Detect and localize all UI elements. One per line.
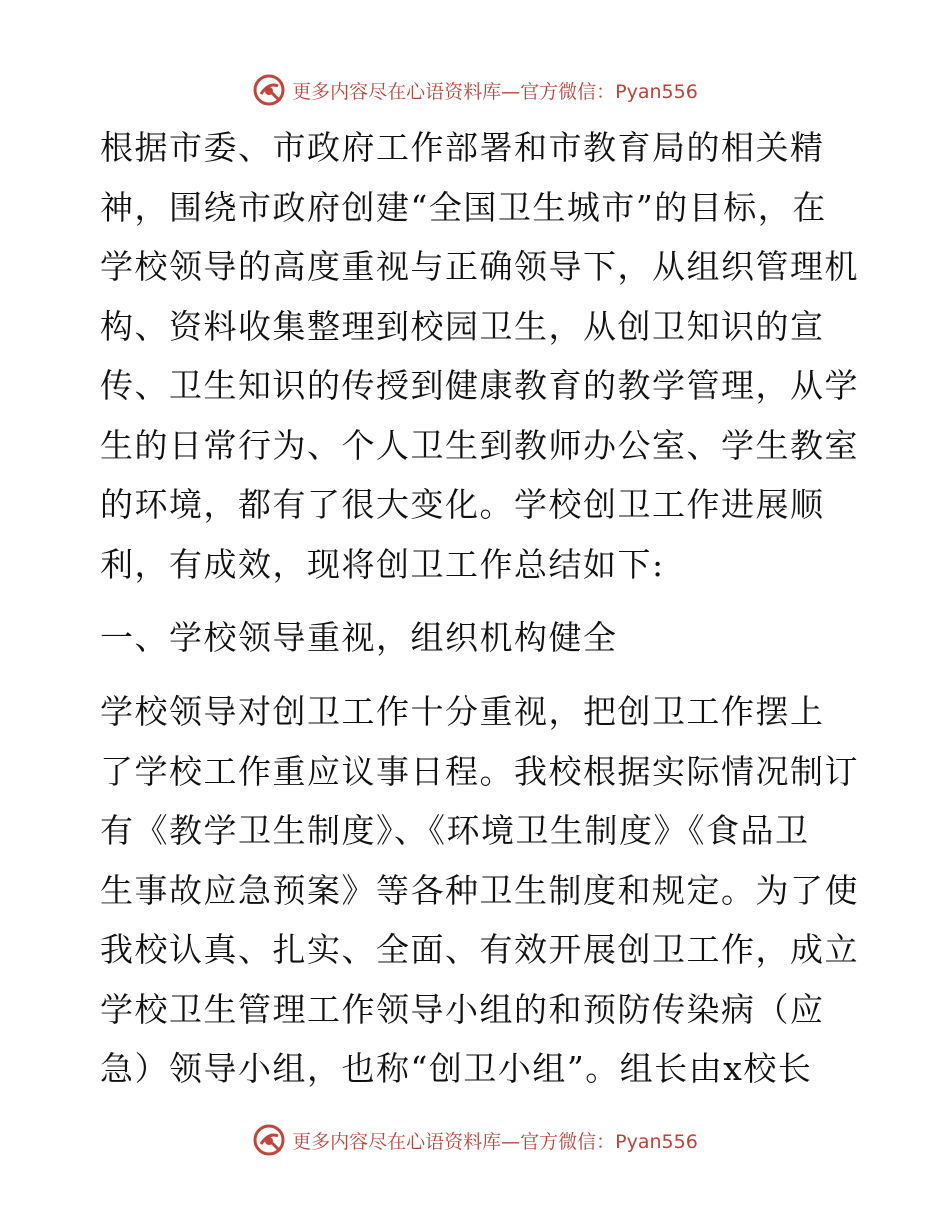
section-heading: 一、学校领导重视，组织机构健全	[100, 618, 618, 657]
text-line: 根据市委、市政府工作部署和市教育局的相关精	[100, 128, 825, 167]
text-line: 急）领导小组，也称“创卫小组”。组长由x校长	[100, 1049, 813, 1088]
text-line: 的环境，都有了很大变化。学校创卫工作进展顺	[100, 485, 825, 524]
footer-watermark-banner	[0, 1120, 950, 1160]
watermark-logo-icon	[252, 73, 286, 107]
text-line: 学校卫生管理工作领导小组的和预防传染病（应	[100, 989, 825, 1029]
text-line: 学校领导的高度重视与正确领导下，从组织管理机	[100, 247, 859, 286]
text-line: 学校领导对创卫工作十分重视，把创卫工作摆上	[100, 692, 825, 731]
text-line: 利，有成效，现将创卫工作总结如下:	[100, 544, 665, 584]
text-line: 生事故应急预案》等各种卫生制度和规定。为了使	[100, 870, 859, 910]
text-line: 神，围绕市政府创建“全国卫生城市”的目标，在	[100, 187, 827, 227]
header-watermark-banner	[0, 70, 950, 110]
text-line: 生的日常行为、个人卫生到教师办公室、学生教室	[100, 425, 859, 465]
text-line: 传、卫生知识的传授到健康教育的教学管理，从学	[100, 366, 859, 405]
text-line: 有《教学卫生制度》、《环境卫生制度》《食品卫	[100, 811, 810, 850]
text-line: 构、资料收集整理到校园卫生，从创卫知识的宣	[100, 306, 825, 346]
paragraph-intro	[100, 118, 860, 594]
watermark-text: 更多内容尽在心语资料库—官方微信：Pyan556	[292, 80, 698, 103]
text-line: 我校认真、扎实、全面、有效开展创卫工作，成立	[100, 930, 859, 969]
text-line: 了学校工作重应议事日程。我校根据实际情况制订	[100, 751, 859, 791]
watermark-logo-icon	[252, 1123, 286, 1157]
document-body	[100, 118, 860, 1099]
watermark-text: 更多内容尽在心语资料库—官方微信：Pyan556	[292, 1130, 698, 1153]
paragraph-section-1	[100, 682, 860, 1099]
